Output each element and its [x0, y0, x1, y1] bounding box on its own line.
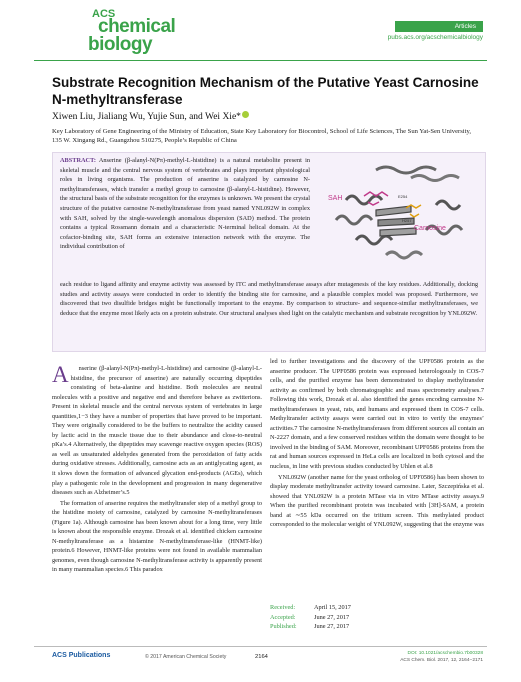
body-paragraph: [52, 364, 262, 498]
authors-text: Xiwen Liu, Jialiang Wu, Yujie Sun, and Wei Xie*: [52, 112, 241, 122]
date-accepted: Accepted: June 27, 2017: [270, 613, 350, 621]
affiliation: Key Laboratory of Gene Engineering of the Ministry of Education, State Key Laboratory for Biocontrol, School of Life Sciences, The Sun Yat-Sen University, 135 W. Xingang Rd., Guangzhou 510275, People’s Republic of China: [52, 128, 471, 144]
orcid-icon[interactable]: [242, 111, 249, 118]
abstract-part2: each residue to ligand affinity and enzyme activity was assessed by ITC and methyltransferase assays after mutagenesis of the key residues. Additionally, docking studies and activity assays were conducted in order to identify the binding site for carnosine, and a plausible complex model was proposed. Furthermore, we discovered that two disulfide bridges might be functionally important to the enzyme. By comparison to structure- and sequence-similar methyltransferases, we deduce that the enzyme most likely acts on a protein substrate. Our structural analyses shed light on the catalytic mechanism and substrate recognition by YNL092W.: [60, 281, 478, 317]
body-column-left: [52, 364, 262, 576]
figure-label-residue-1: E254: [398, 194, 408, 199]
date-published: Published: June 27, 2017: [270, 623, 350, 630]
date-received: Received: April 15, 2017: [270, 604, 351, 611]
article-dates: [270, 603, 351, 632]
page-number: 2164: [255, 654, 268, 660]
toc-graphic-protein-structure: [316, 160, 478, 272]
header-divider: [34, 60, 487, 61]
article-title: Substrate Recognition Mechanism of the Putative Yeast Carnosine N-methyltransferase: [52, 75, 479, 107]
drop-cap: A: [52, 362, 69, 387]
abstract-part1: [60, 156, 310, 252]
figure-label-sah: SAH: [328, 195, 343, 202]
doi-block: [400, 651, 483, 664]
body-text-1: nserine (β-alanyl-N(Pπ)-methyl-L-histidine) and carnosine (β-alanyl-L-histidine, the precursor of anserine) are naturally occurring dipeptides consisting of beta-alanine and histidine. Both molecules are neutral molecules with a positive and negative end and therefore behave as zwitterions. Present in skeletal muscle and the central nervous system of vertebrates in large quantities,1−3 they have a number of properties that have proved to be important. They were originally considered to be the buffers to neutralize the acidity caused by lactic acid in the muscle tissue due to their abundance and close-to-neutral pKa’s.4 Alternatively, the dipeptides may scavenge reactive oxygen species (ROS) as well as unsaturated aldehydes generated from the peroxidation of fatty acids during oxidative stresses. Additionally, carnosine acts as an antiglycating agent, as it slows down the formation of advanced glycation end-products (AGEs), which play a pathogenic role in the development and progression in many degenerative diseases such as Alzheimer’s.5: [52, 365, 262, 497]
copyright: © 2017 American Chemical Society: [145, 654, 227, 660]
body-paragraph: led to further investigations and the discovery of the UPF0586 protein as the anserine producer. The UPF0586 protein was expressed heterologously in COS-7 cells, and the purified enzyme has been demonstrated to display methyltransfer activity as confirmed by both chromatographic and mass spectrometry analyses.7 Following this work, Drozak et al. also identified the genes encoding carnosine N-methyltransferases in yeast, rats, and humans and expressed them in COS-7 cells. Methyltransfer activity assays were carried out in vitro to verify the enzymes’ activities.7 The carnosine N-methyltransferases from different sources all contain an N-2227 domain, and a few conserved residues within the domain were thought to be involved in the binding of SAM. Moreover, recombinant UPF0586 proteins from the rat and human sources expressed in HeLa cells are localized in both cytosol and the nucleus, in line with previous studies conducted by Uhlen et al.8: [270, 358, 484, 471]
author-list: [52, 111, 249, 122]
logo-acs-text: ACS: [92, 8, 116, 20]
footer-divider: [34, 646, 487, 647]
publisher-logo: [52, 652, 110, 659]
body-paragraph: The formation of anserine requires the methyltransfer step of a methyl group to the histidine moiety of carnosine, catalyzed by carnosine N-methyltransferases (Figure 1a). Although carnosine has been known about for a long time, very little is known about the responsible enzyme. Drozak et al. identified chicken carnosine N-methyltransferase as a histamine N-methyltransferase-like (HNMT-like) protein.6 However, HNMT-like proteins were not found in available mammalian genomes, even though carnosine N-methyltransferase activity is apparently present in many mammalian species.6 This paradox: [52, 499, 262, 574]
section-tag: Articles: [395, 21, 483, 32]
acs-publications-text: ACS Publications: [52, 652, 111, 659]
figure-label-residue-2: H257: [402, 218, 412, 223]
logo-biology-text: biology: [88, 34, 153, 55]
journal-logo: [88, 8, 188, 56]
body-column-right: [270, 357, 484, 531]
citation: ACS Chem. Biol. 2017, 12, 2164−2171: [400, 657, 483, 663]
logo-chemical-text: chemical: [98, 16, 176, 37]
body-paragraph: YNL092W (another name for the yeast ortholog of UPF0586) has been shown to display moderate methyltransfer activity toward carnosine. Later, Szczepińska et al. showed that YNL092W is a protein MTase via in vitro MTase activity assays.9 When the purified recombinant protein was incubated with [3H]-SAM, a protein band at ∼55 kDa occurred on the tritium screen. This methylated product corresponded to the molecular weight of YNL092W, suggesting that the enzyme was: [270, 473, 484, 529]
abstract-label: ABSTRACT:: [60, 157, 96, 164]
abstract-text-1: Anserine (β-alanyl-N(Pπ)-methyl-L-histidine) is a natural metabolite present in skeletal muscle and the central nervous system of vertebrates and plays important physiological roles in living organisms. The production of anserine is catalyzed by carnosine N-methyltransferases, which transfer a methyl group to carnosine (β-alanyl-L-histidine). However, the structural basis of the substrate recognition for the enzymes is unknown. We present the crystal structure of the putative carnosine N-methyltransferase from yeast named YNL092W in complex with SAH, solved by the single-wavelength anomalous dispersion (SAD) method. The protein contains a typical Rossmann domain and a characteristic N-terminal helical domain. At the cofactor-binding site, SAH forms an extensive interaction network with the enzyme. The individual contribution of: [60, 157, 310, 251]
journal-url-link[interactable]: pubs.acs.org/acschemicalbiology: [387, 34, 483, 41]
figure-label-carnosine: Carnosine: [414, 225, 446, 232]
doi-link[interactable]: DOI: 10.1021/acschembio.7b00328: [407, 651, 483, 656]
